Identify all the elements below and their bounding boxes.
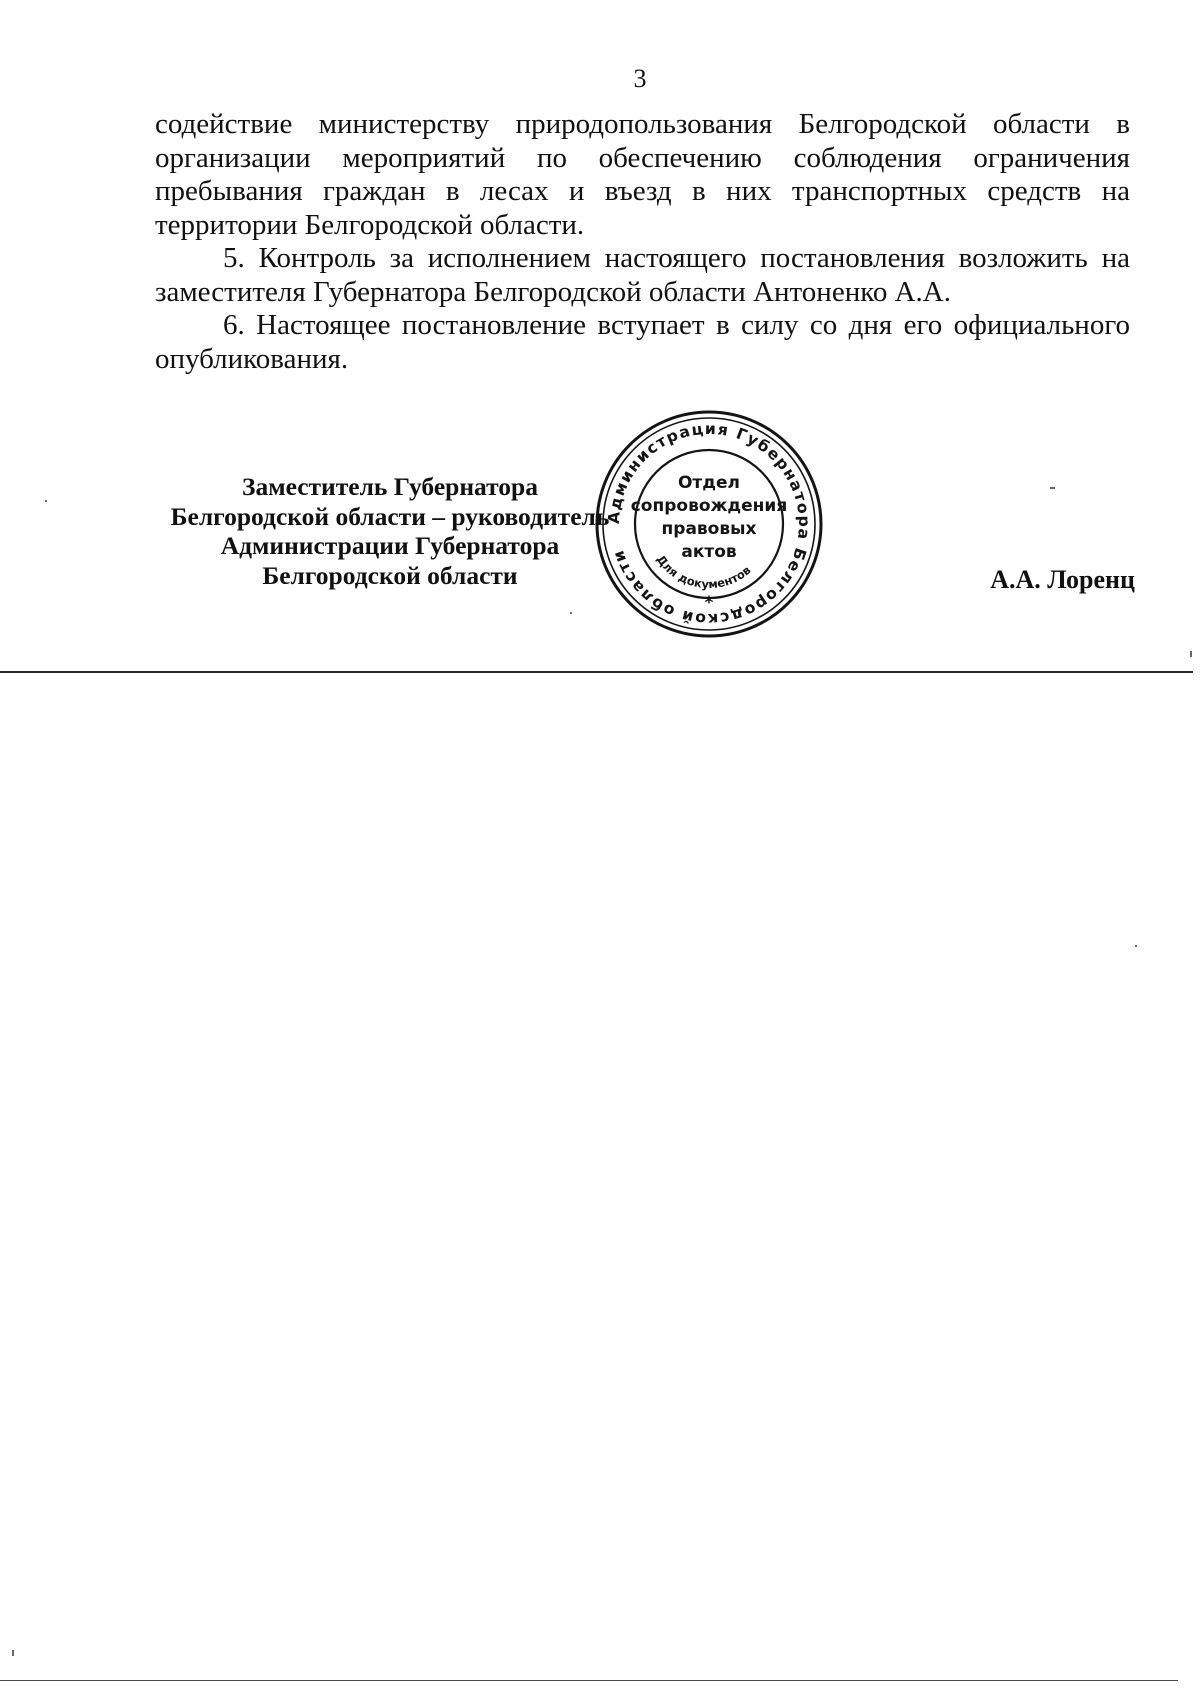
signatory-position-line: Белгородской области [262, 560, 518, 590]
scan-speck [12, 1650, 14, 1656]
official-seal-stamp [593, 408, 825, 640]
seal-star-icon: * [704, 593, 714, 613]
document-body [155, 108, 1130, 376]
seal-center-line: сопровождения [630, 496, 788, 516]
signatory-position-line: Администрации Губернатора [220, 531, 560, 560]
bottom-edge-line [0, 1680, 1178, 1681]
scan-speck [1050, 487, 1055, 489]
scan-speck [1135, 945, 1137, 947]
seal-ring-textpath: Администрация Губернатора Белгородской области [604, 419, 814, 629]
paragraph-5: 5. Контроль за исполнением настоящего постановления возложить на заместителя Губернатора Белгородской области Антоненко А.А. [155, 242, 1130, 308]
scan-speck [1190, 651, 1192, 657]
page-number: 3 [633, 64, 647, 93]
scan-speck [45, 500, 47, 502]
seal-center-line: правовых [661, 519, 757, 539]
seal-graphic [593, 408, 825, 640]
signatory-position-line: Заместитель Губернатора [242, 472, 538, 501]
scan-speck [570, 612, 572, 614]
seal-center-line: Отдел [677, 473, 741, 493]
seal-bottom-textpath: Для документов [653, 552, 754, 592]
seal-center-line: актов [681, 542, 737, 562]
signatory-name: А.А. Лоренц [990, 565, 1135, 594]
paragraph-6: 6. Настоящее постановление вступает в силу со дня его официального опубликования. [155, 309, 1130, 375]
separator-line [0, 671, 1193, 673]
signatory-position-line: Белгородской области – руководитель [170, 501, 610, 531]
signatory-position [150, 472, 630, 590]
paragraph-continuation: содействие министерству природопользования Белгородской области в организации мероприятий по обеспечению соблюдения ограничения пребывания граждан в лесах и въезд в них транспортных средств на территории Белгородской области. [155, 108, 1130, 241]
